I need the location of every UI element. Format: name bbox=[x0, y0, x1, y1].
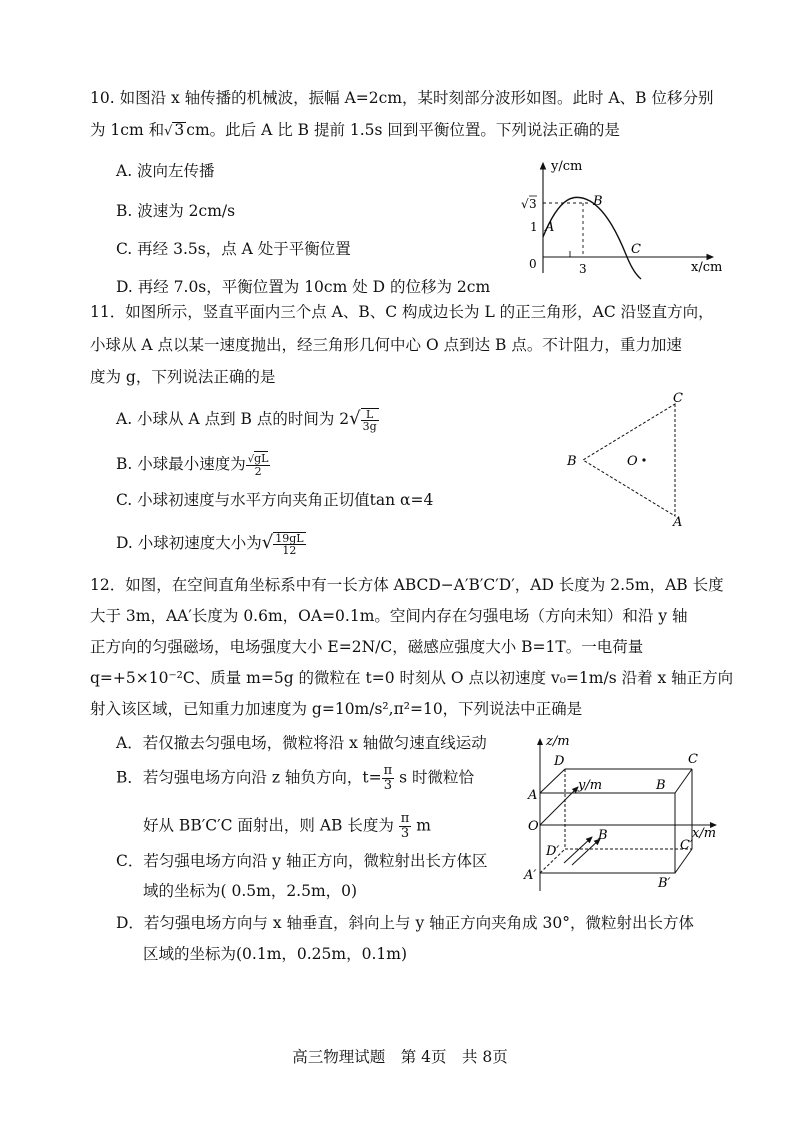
q12-option-b-line2 bbox=[143, 812, 431, 841]
q12-option-b-1a: B．若匀强电场方向沿 z 轴负方向，t= bbox=[116, 768, 382, 787]
q11-label-a: A bbox=[673, 515, 683, 530]
svg-text:√: √ bbox=[521, 197, 529, 211]
q12-option-b-line1 bbox=[116, 764, 474, 793]
q10-option-a: A. 波向左传播 bbox=[116, 162, 215, 180]
q12-option-b-1-den: 3 bbox=[383, 778, 393, 793]
q11-option-d: D. 小球初速度大小为√ $\frac{19gL}{12}$ bbox=[116, 532, 304, 557]
q12-label-c: C bbox=[688, 752, 698, 767]
q11-option-a-text: A. 小球从 A 点到 B 点的时间为 2 bbox=[116, 410, 350, 428]
q12-option-d-line2: 区域的坐标为(0.1m，0.25m，0.1m) bbox=[143, 945, 408, 963]
q11-option-d-num: 19gL bbox=[275, 532, 304, 545]
q12-label-a: A bbox=[528, 788, 538, 803]
q10-point-b: B bbox=[593, 194, 603, 209]
q11-stem-line2: 小球从 A 点以某一速度抛出，经三角形几何中心 O 点到达 B 点。不计阻力，重力加速 bbox=[90, 336, 682, 354]
q12-label-o: O bbox=[528, 819, 539, 834]
q10-option-d: D. 再经 7.0s，平衡位置为 10cm 处 D 的位移为 2cm bbox=[116, 278, 491, 296]
q11-triangle-figure bbox=[555, 390, 705, 530]
q11-option-d-den: 12 bbox=[282, 544, 297, 557]
q12-label-d: D bbox=[554, 754, 565, 769]
q12-x-label: x/m bbox=[692, 826, 717, 841]
q10-tick-3: 3 bbox=[579, 262, 587, 276]
q12-option-c-line2: 域的坐标为( 0.5m，2.5m，0) bbox=[143, 882, 358, 900]
q10-wave-curve bbox=[543, 197, 641, 279]
q12-z-label: z/m bbox=[546, 734, 570, 749]
q11-stem-line1: 11．如图所示，竖直平面内三个点 A、B、C 构成边长为 L 的正三角形，AC 沿竖直方向， bbox=[90, 303, 714, 321]
q11-label-c: C bbox=[673, 391, 683, 406]
q10-sqrt3: 3 bbox=[174, 121, 185, 139]
q11-label-b: B bbox=[567, 454, 577, 469]
q10-point-c: C bbox=[631, 242, 641, 257]
q10-tick-sqrt3: 3 bbox=[529, 197, 537, 211]
q10-point-a: A bbox=[545, 220, 555, 235]
q12-field-b-label: B bbox=[598, 828, 608, 843]
q12-stem-line5: 射入该区域，已知重力加速度为 g=10m/s²,π²=10，下列说法中正确是 bbox=[90, 700, 583, 718]
q11-option-a-den: 3g bbox=[362, 420, 377, 433]
q11-option-a: A. 小球从 A 点到 B 点的时间为 2√ $\frac{L}{3g}$ bbox=[116, 408, 377, 433]
q10-stem-line2-a: 为 1cm 和 bbox=[90, 121, 165, 139]
q12-label-a1: A′ bbox=[524, 868, 537, 883]
q10-origin: 0 bbox=[529, 257, 537, 271]
q11-option-a-num: L bbox=[361, 409, 379, 421]
q12-label-b: B bbox=[656, 778, 666, 793]
q12-option-b-1-num: π bbox=[383, 763, 393, 778]
q10-tick-1: 1 bbox=[530, 220, 538, 234]
q10-stem-line2: 为 1cm 和√ 3 cm。此后 A 比 B 提前 1.5s 回到平衡位置。下列说法正确的是 bbox=[90, 121, 620, 139]
q11-option-b-text: B. 小球最小速度为 bbox=[116, 455, 246, 473]
q10-option-c: C. 再经 3.5s，点 A 处于平衡位置 bbox=[116, 240, 351, 258]
q10-wave-figure bbox=[515, 155, 730, 280]
q11-option-d-text: D. 小球初速度大小为 bbox=[116, 534, 262, 552]
q12-stem-line3: 正方向的匀强磁场，电场强度大小 E=2N/C，磁感应强度大小 B=1T。一电荷量 bbox=[90, 638, 644, 656]
q11-center-dot bbox=[642, 458, 645, 461]
q10-stem-line2-b: cm。此后 A 比 B 提前 1.5s 回到平衡位置。下列说法正确的是 bbox=[186, 121, 620, 139]
q11-option-c: C. 小球初速度与水平方向夹角正切值tan α=4 bbox=[116, 491, 434, 509]
q11-option-b-den: 2 bbox=[254, 465, 262, 478]
q10-option-b: B. 波速为 2cm/s bbox=[116, 202, 236, 220]
q12-label-c1: C′ bbox=[680, 838, 693, 853]
q12-label-b1: B′ bbox=[658, 876, 671, 891]
page-footer: 高三物理试题 第 4页 共 8页 bbox=[292, 1048, 508, 1066]
q12-option-b-2a: 好从 BB′C′C 面射出，则 AB 长度为 bbox=[143, 816, 394, 835]
q10-x-label: x/cm bbox=[691, 260, 723, 275]
q11-option-b-num: gL bbox=[254, 452, 269, 465]
q12-option-d-line1: D．若匀强电场方向与 x 轴垂直，斜向上与 y 轴正方向夹角成 30°，微粒射出长方体 bbox=[116, 914, 695, 932]
q10-stem-line1: 10. 如图沿 x 轴传播的机械波，振幅 A=2cm，某时刻部分波形如图。此时 A、B 位移分别 bbox=[90, 89, 714, 107]
q12-stem-line4: q=+5×10⁻²C、质量 m=5g 的微粒在 t=0 时刻从 O 点以初速度 v₀=1m/s 沿着 x 轴正方向 bbox=[90, 669, 734, 687]
q11-option-b: B. 小球最小速度为 $\frac{√gL}{2}$ bbox=[116, 452, 269, 478]
q12-y-label: y/m bbox=[578, 778, 603, 793]
q12-option-a: A．若仅撤去匀强电场，微粒将沿 x 轴做匀速直线运动 bbox=[116, 734, 487, 752]
q12-option-b-2b: m bbox=[416, 816, 431, 835]
q12-stem-line1: 12．如图，在空间直角坐标系中有一长方体 ABCD−A′B′C′D′，AD 长度为 2.5m，AB 长度 bbox=[90, 576, 724, 594]
q12-stem-line2: 大于 3m，AA′长度为 0.6m，OA=0.1m。空间内存在匀强电场（方向未知）和沿 y 轴 bbox=[90, 607, 688, 625]
q12-option-b-2-num: π bbox=[400, 811, 410, 826]
q12-cuboid-figure bbox=[520, 733, 720, 893]
q11-label-o: O bbox=[627, 454, 638, 469]
q12-label-d1: D′ bbox=[546, 844, 560, 859]
q12-option-b-2-den: 3 bbox=[400, 826, 410, 841]
q12-option-c-line1: C．若匀强电场方向沿 y 轴正方向，微粒射出长方体区 bbox=[116, 852, 488, 870]
q12-option-b-1b: s 时微粒恰 bbox=[399, 768, 475, 787]
q10-y-label: y/cm bbox=[551, 159, 583, 174]
q11-stem-line3: 度为 g，下列说法正确的是 bbox=[90, 368, 276, 386]
